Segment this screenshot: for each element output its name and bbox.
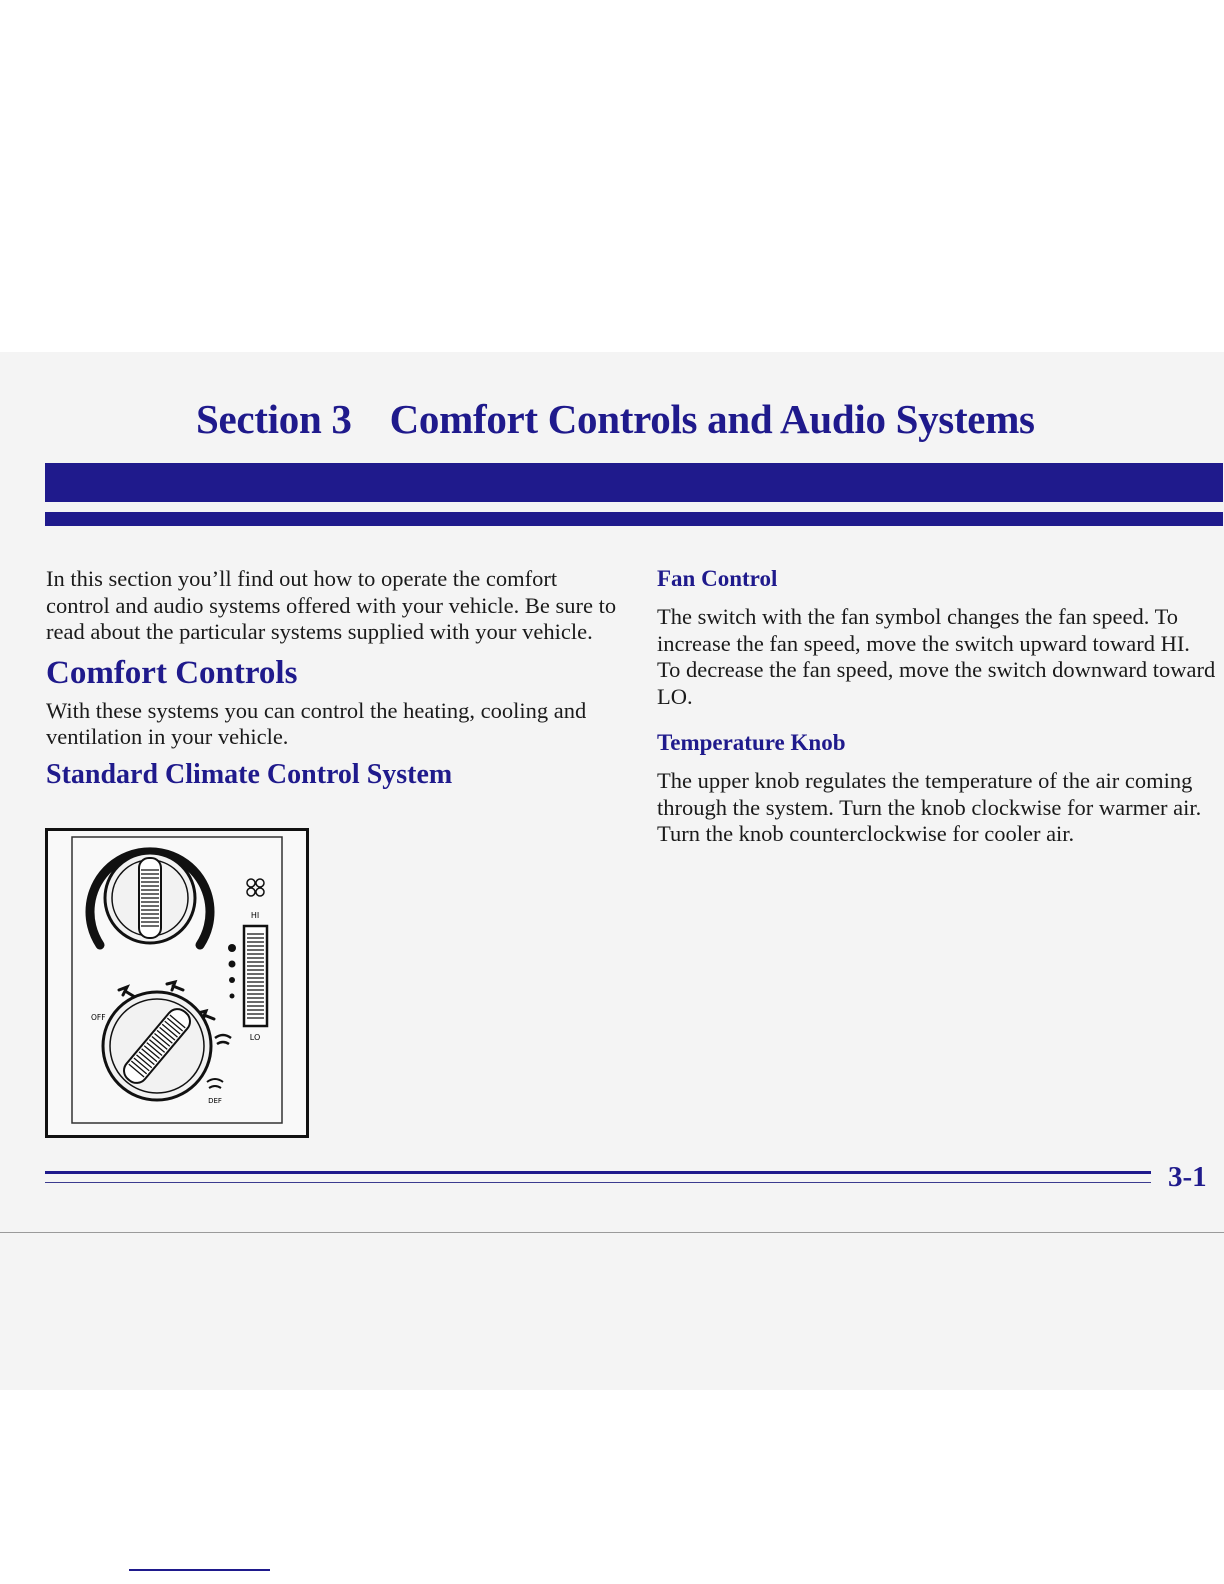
mode-knob-icon bbox=[103, 992, 211, 1100]
footer-rule-thick bbox=[45, 1171, 1151, 1174]
climate-control-illustration bbox=[45, 828, 309, 1138]
header-band-thin bbox=[45, 512, 1223, 526]
footer-mark bbox=[129, 1569, 270, 1571]
temperature-knob-heading: Temperature Knob bbox=[657, 730, 846, 755]
page-number: 3-1 bbox=[1168, 1161, 1207, 1193]
comfort-controls-heading: Comfort Controls bbox=[46, 654, 298, 691]
temperature-knob-paragraph: The upper knob regulates the temperature of the air coming through the system. Turn the knob clockwise for warmer air. Turn the knob counterclockwise for cooler air. bbox=[657, 768, 1202, 846]
section-number: Section 3 bbox=[196, 396, 352, 442]
fan-control-heading: Fan Control bbox=[657, 566, 778, 591]
fan-control-paragraph: The switch with the fan symbol changes the fan speed. To increase the fan speed, move the switch upward toward HI. To decrease the fan speed, move the switch downward toward LO. bbox=[657, 604, 1216, 709]
right-column bbox=[657, 566, 1217, 848]
fan-hi-label: HI bbox=[250, 911, 260, 920]
climate-control-heading: Standard Climate Control System bbox=[46, 758, 453, 790]
left-column bbox=[46, 566, 618, 791]
footer-rule-thin bbox=[45, 1182, 1151, 1183]
comfort-controls-paragraph: With these systems you can control the heating, cooling and ventilation in your vehicle. bbox=[46, 697, 587, 749]
fan-lo-label: LO bbox=[249, 1033, 261, 1042]
off-label: OFF bbox=[91, 1013, 106, 1022]
header-band-thick bbox=[45, 463, 1223, 502]
section-title bbox=[196, 395, 1035, 443]
def-label: DEF bbox=[208, 1097, 222, 1105]
intro-paragraph: In this section you’ll find out how to operate the comfort control and audio systems offered with your vehicle. Be sure to read about the particular systems supplied with your vehicle. bbox=[46, 566, 617, 644]
scan-edge-line bbox=[0, 1232, 1224, 1233]
section-title-text: Comfort Controls and Audio Systems bbox=[389, 396, 1035, 442]
